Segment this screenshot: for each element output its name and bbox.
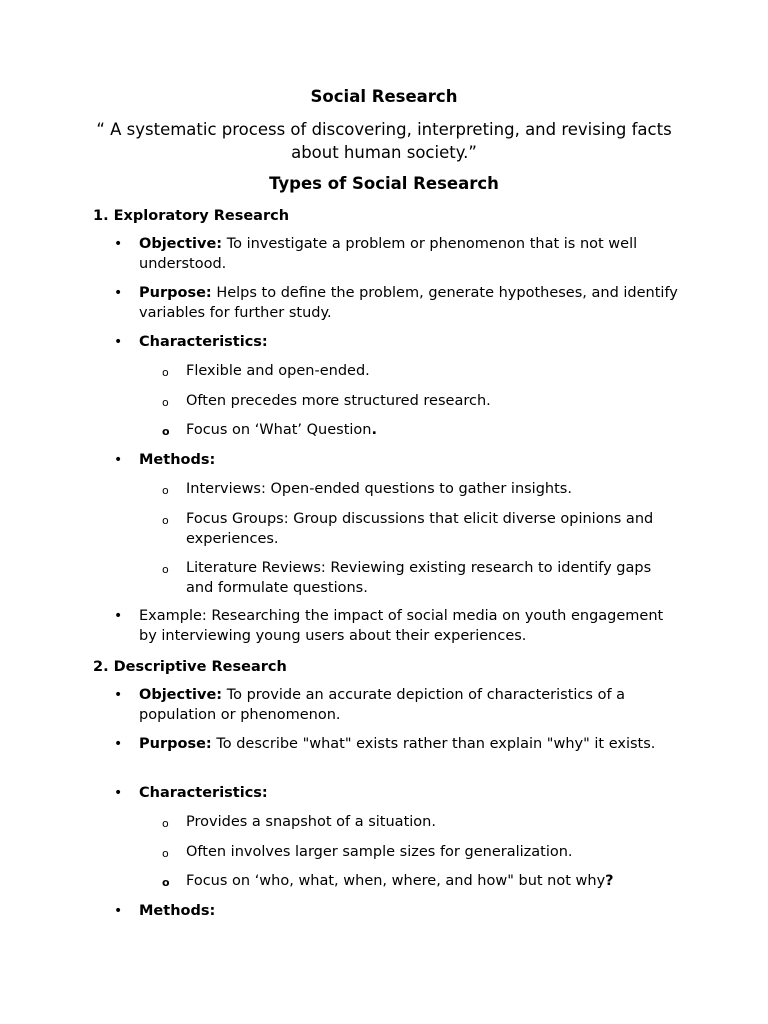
circle-marker: o: [162, 396, 169, 409]
bullet-marker: •: [114, 334, 123, 350]
list-item: [162, 559, 676, 598]
list-item-text: Literature Reviews: Reviewing existing research to identify gaps and formulate questions.: [186, 560, 652, 596]
document-title: Social Research: [310, 87, 458, 106]
exploratory-purpose: [114, 284, 679, 323]
exploratory-objective: [114, 235, 679, 274]
list-item: [162, 362, 676, 382]
list-item-suffix: ?: [605, 873, 614, 889]
list-item-text: Interviews: Open-ended questions to gather insights.: [186, 481, 572, 497]
bullet-marker: •: [114, 236, 123, 252]
list-item-text: Focus on ‘who, what, when, where, and how" but not why: [186, 873, 606, 889]
list-item-text: Flexible and open-ended.: [186, 363, 370, 379]
circle-marker: o: [162, 817, 169, 830]
circle-marker: o: [162, 484, 169, 497]
list-item-text: Focus on ‘What’ Question: [186, 422, 372, 438]
bullet-marker: •: [114, 608, 123, 624]
list-item: [162, 813, 676, 833]
types-heading: Types of Social Research: [269, 174, 499, 193]
definition-quote: “ A systematic process of discovering, interpreting, and revising facts about human society.”: [96, 120, 672, 162]
purpose-text: To describe "what" exists rather than explain "why" it exists.: [211, 736, 656, 752]
methods-label: Methods:: [139, 452, 216, 468]
list-item: [162, 421, 676, 441]
methods-label: Methods:: [139, 903, 216, 919]
section-heading-exploratory: 1. Exploratory Research: [93, 208, 290, 224]
list-item: [162, 843, 676, 863]
bullet-marker: •: [114, 903, 123, 919]
descriptive-purpose: [114, 735, 679, 755]
exploratory-example: [114, 607, 679, 646]
characteristics-label: Characteristics:: [139, 785, 268, 801]
circle-marker: o: [162, 425, 170, 438]
bullet-marker: •: [114, 285, 123, 301]
list-item: [162, 872, 676, 892]
section-heading-descriptive: 2. Descriptive Research: [93, 659, 287, 675]
list-item-text: Focus Groups: Group discussions that elicit diverse opinions and experiences.: [186, 511, 654, 547]
circle-marker: o: [162, 847, 169, 860]
purpose-text: Helps to define the problem, generate hypotheses, and identify variables for further study.: [139, 285, 678, 321]
objective-text: To investigate a problem or phenomenon that is not well understood.: [139, 236, 638, 272]
objective-label: Objective:: [139, 236, 223, 252]
list-item-suffix: .: [371, 422, 377, 438]
purpose-label: Purpose:: [139, 736, 212, 752]
example-text: Example: Researching the impact of social media on youth engagement by interviewing young users about their experiences.: [139, 608, 664, 644]
circle-marker: o: [162, 366, 169, 379]
circle-marker: o: [162, 514, 169, 527]
list-item-text: Often precedes more structured research.: [186, 393, 491, 409]
objective-label: Objective:: [139, 687, 223, 703]
characteristics-label: Characteristics:: [139, 334, 268, 350]
exploratory-characteristics: [114, 333, 679, 353]
bullet-marker: •: [114, 785, 123, 801]
purpose-label: Purpose:: [139, 285, 212, 301]
list-item-text: Provides a snapshot of a situation.: [186, 814, 436, 830]
bullet-marker: •: [114, 736, 123, 752]
circle-marker: o: [162, 876, 170, 889]
list-item-text: Often involves larger sample sizes for generalization.: [186, 844, 573, 860]
bullet-marker: •: [114, 687, 123, 703]
descriptive-methods: [114, 902, 679, 922]
list-item: [162, 480, 676, 500]
descriptive-characteristics: [114, 784, 679, 804]
circle-marker: o: [162, 563, 169, 576]
bullet-marker: •: [114, 452, 123, 468]
list-item: [162, 510, 676, 549]
list-item: [162, 392, 676, 412]
descriptive-objective: [114, 686, 679, 725]
exploratory-methods: [114, 451, 679, 471]
objective-text: To provide an accurate depiction of characteristics of a population or phenomenon.: [139, 687, 626, 723]
